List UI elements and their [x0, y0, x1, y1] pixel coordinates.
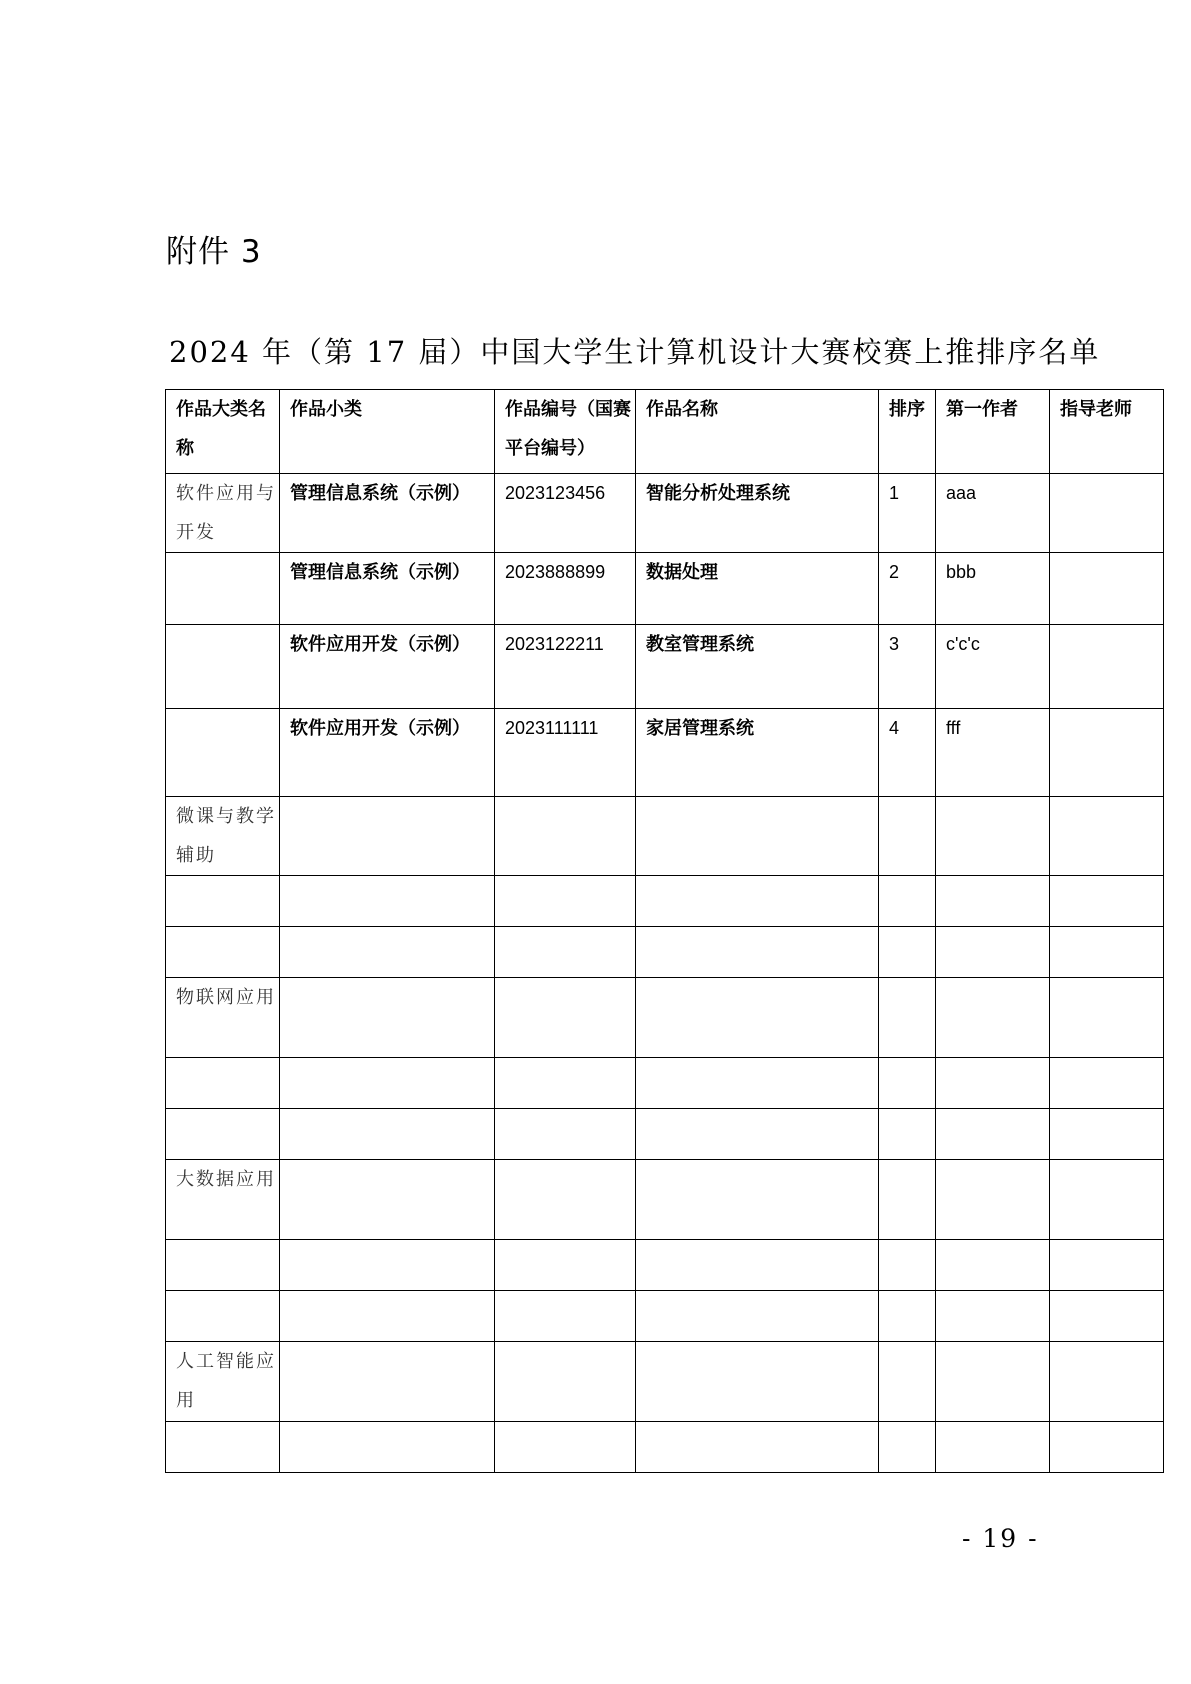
cell-category: 微课与教学辅助 — [166, 797, 280, 876]
cell-subcategory — [280, 1342, 495, 1422]
cell-first-author: bbb — [936, 553, 1050, 625]
header-work-name: 作品名称 — [636, 390, 879, 474]
cell-category — [166, 1109, 280, 1160]
cell-subcategory: 软件应用开发（示例） — [280, 625, 495, 709]
table-row — [166, 709, 1164, 797]
cell-subcategory — [280, 1422, 495, 1473]
table-row — [166, 553, 1164, 625]
cell-work-id — [495, 1240, 636, 1291]
cell-category: 软件应用与开发 — [166, 474, 280, 553]
cell-rank — [879, 978, 936, 1058]
ranking-table — [165, 389, 1164, 1473]
cell-work-name — [636, 797, 879, 876]
cell-advisor — [1050, 474, 1164, 553]
cell-category: 人工智能应用 — [166, 1342, 280, 1422]
cell-advisor — [1050, 1160, 1164, 1240]
cell-rank — [879, 1160, 936, 1240]
cell-work-name: 家居管理系统 — [636, 709, 879, 797]
cell-first-author — [936, 1240, 1050, 1291]
cell-rank: 2 — [879, 553, 936, 625]
table-row — [166, 1058, 1164, 1109]
cell-first-author — [936, 797, 1050, 876]
cell-advisor — [1050, 1291, 1164, 1342]
cell-work-name — [636, 1291, 879, 1342]
cell-first-author — [936, 978, 1050, 1058]
cell-work-id — [495, 978, 636, 1058]
cell-work-id: 2023122211 — [495, 625, 636, 709]
table-row — [166, 978, 1164, 1058]
cell-work-id — [495, 927, 636, 978]
cell-category — [166, 1422, 280, 1473]
cell-category — [166, 927, 280, 978]
cell-work-id: 2023123456 — [495, 474, 636, 553]
cell-work-id — [495, 1160, 636, 1240]
cell-rank — [879, 1109, 936, 1160]
cell-rank — [879, 1291, 936, 1342]
cell-work-id — [495, 1058, 636, 1109]
table-row — [166, 1291, 1164, 1342]
cell-advisor — [1050, 978, 1164, 1058]
cell-work-id — [495, 1109, 636, 1160]
cell-advisor — [1050, 1422, 1164, 1473]
table-row — [166, 876, 1164, 927]
cell-advisor — [1050, 876, 1164, 927]
cell-first-author: fff — [936, 709, 1050, 797]
cell-category — [166, 1291, 280, 1342]
cell-advisor — [1050, 625, 1164, 709]
header-work-id: 作品编号（国赛平台编号） — [495, 390, 636, 474]
cell-advisor — [1050, 927, 1164, 978]
cell-work-id — [495, 1422, 636, 1473]
cell-subcategory — [280, 1160, 495, 1240]
header-subcategory: 作品小类 — [280, 390, 495, 474]
cell-work-id: 2023888899 — [495, 553, 636, 625]
cell-subcategory: 软件应用开发（示例） — [280, 709, 495, 797]
cell-work-id — [495, 797, 636, 876]
cell-rank — [879, 876, 936, 927]
table-row — [166, 474, 1164, 553]
cell-work-name: 智能分析处理系统 — [636, 474, 879, 553]
header-rank: 排序 — [879, 390, 936, 474]
cell-subcategory — [280, 1291, 495, 1342]
cell-category — [166, 1058, 280, 1109]
cell-category — [166, 709, 280, 797]
cell-first-author — [936, 876, 1050, 927]
document-title: 2024 年（第 17 届）中国大学生计算机设计大赛校赛上推排序名单 — [169, 335, 1101, 369]
cell-work-name — [636, 1342, 879, 1422]
header-advisor: 指导老师 — [1050, 390, 1164, 474]
cell-work-id — [495, 1342, 636, 1422]
table-row — [166, 1109, 1164, 1160]
cell-category — [166, 1240, 280, 1291]
cell-rank — [879, 1342, 936, 1422]
cell-first-author — [936, 927, 1050, 978]
cell-work-name — [636, 1160, 879, 1240]
cell-rank — [879, 1240, 936, 1291]
table-row — [166, 797, 1164, 876]
cell-first-author — [936, 1422, 1050, 1473]
cell-rank — [879, 927, 936, 978]
cell-work-name — [636, 1109, 879, 1160]
cell-work-name: 数据处理 — [636, 553, 879, 625]
cell-rank — [879, 797, 936, 876]
cell-subcategory — [280, 927, 495, 978]
cell-subcategory — [280, 978, 495, 1058]
cell-work-id — [495, 1291, 636, 1342]
cell-advisor — [1050, 553, 1164, 625]
cell-category — [166, 553, 280, 625]
cell-first-author — [936, 1109, 1050, 1160]
cell-work-name: 教室管理系统 — [636, 625, 879, 709]
table-row — [166, 1160, 1164, 1240]
cell-subcategory — [280, 1109, 495, 1160]
cell-first-author — [936, 1291, 1050, 1342]
cell-category — [166, 876, 280, 927]
page-number: - 19 - — [962, 1524, 1039, 1553]
cell-subcategory — [280, 1058, 495, 1109]
cell-advisor — [1050, 1109, 1164, 1160]
cell-advisor — [1050, 709, 1164, 797]
cell-category — [166, 625, 280, 709]
cell-rank: 1 — [879, 474, 936, 553]
cell-first-author — [936, 1160, 1050, 1240]
cell-rank: 3 — [879, 625, 936, 709]
header-first-author: 第一作者 — [936, 390, 1050, 474]
cell-subcategory — [280, 1240, 495, 1291]
cell-rank — [879, 1422, 936, 1473]
cell-first-author: aaa — [936, 474, 1050, 553]
table-row — [166, 625, 1164, 709]
cell-subcategory — [280, 797, 495, 876]
cell-advisor — [1050, 1058, 1164, 1109]
cell-work-id — [495, 876, 636, 927]
attachment-label: 附件 3 — [166, 234, 262, 270]
cell-advisor — [1050, 797, 1164, 876]
cell-first-author — [936, 1342, 1050, 1422]
cell-work-name — [636, 1058, 879, 1109]
cell-first-author: c'c'c — [936, 625, 1050, 709]
table-row — [166, 927, 1164, 978]
cell-work-id: 2023111111 — [495, 709, 636, 797]
table-row — [166, 1342, 1164, 1422]
table-header-row — [166, 390, 1164, 474]
table-row — [166, 1240, 1164, 1291]
cell-work-name — [636, 876, 879, 927]
header-category: 作品大类名称 — [166, 390, 280, 474]
cell-category: 物联网应用 — [166, 978, 280, 1058]
cell-subcategory: 管理信息系统（示例） — [280, 474, 495, 553]
cell-rank: 4 — [879, 709, 936, 797]
cell-subcategory: 管理信息系统（示例） — [280, 553, 495, 625]
cell-work-name — [636, 927, 879, 978]
cell-advisor — [1050, 1342, 1164, 1422]
cell-first-author — [936, 1058, 1050, 1109]
cell-advisor — [1050, 1240, 1164, 1291]
cell-category: 大数据应用 — [166, 1160, 280, 1240]
cell-subcategory — [280, 876, 495, 927]
table-row — [166, 1422, 1164, 1473]
cell-work-name — [636, 1422, 879, 1473]
cell-work-name — [636, 1240, 879, 1291]
cell-work-name — [636, 978, 879, 1058]
cell-rank — [879, 1058, 936, 1109]
